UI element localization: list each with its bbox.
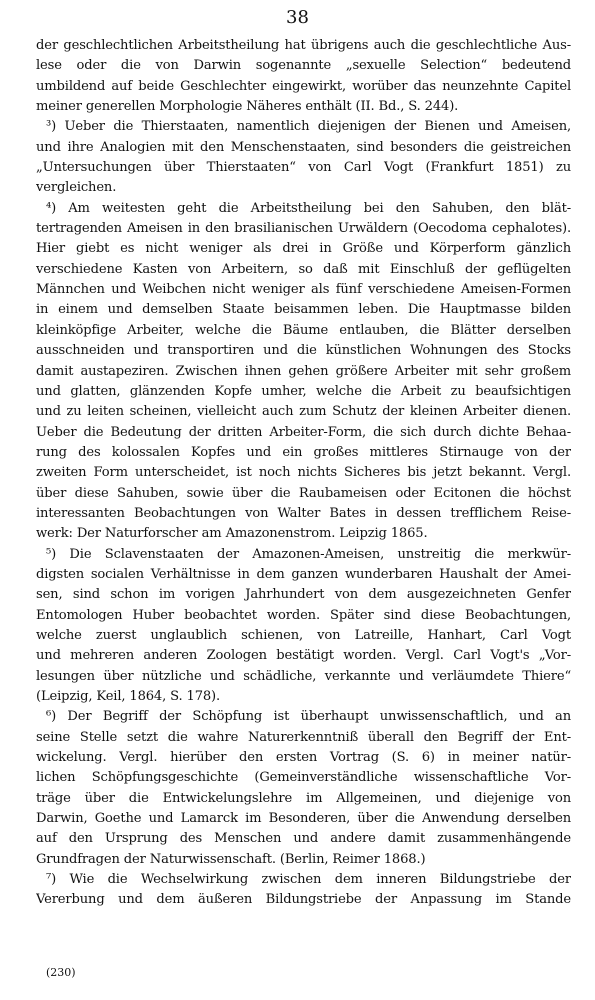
text-line: und ihre Analogien mit den Menschenstaaten, sind besonders die geistreichen <box>36 139 571 155</box>
text-line: kleinköpfige Arbeiter, welche die Bäume entlauben, die Blätter derselben <box>36 322 571 338</box>
text-line: lese oder die von Darwin sogenannte „sexuelle Selection“ bedeutend <box>36 58 571 74</box>
text-line: zweiten Form unterscheidet, ist noch nichts Sicheres bis jetzt bekannt. Vergl. <box>36 465 571 481</box>
text-line: in einem und demselben Staate beisammen leben. Die Hauptmasse bilden <box>36 302 571 318</box>
text-line: vergleichen. <box>36 180 117 196</box>
text-line: der geschlechtlichen Arbeitstheilung hat übrigens auch die geschlechtliche Aus- <box>36 38 571 53</box>
footnote-4-line: ⁴) Am weitesten geht die Arbeitstheilung bei den Sahuben, den blät- <box>46 200 571 216</box>
footnote-3-line: ³) Ueber die Thierstaaten, namentlich diejenigen der Bienen und Ameisen, <box>46 119 571 135</box>
text-line: lichen Schöpfungsgeschichte (Gemeinverständliche wissenschaftliche Vor- <box>36 770 571 786</box>
text-line: sen, sind schon im vorigen Jahrhundert von dem ausgezeichneten Genfer <box>36 587 571 603</box>
text-line: Grundfragen der Naturwissenschaft. (Berlin, Reimer 1868.) <box>36 851 426 867</box>
text-line: und glatten, glänzenden Kopfe umher, welche die Arbeit zu beaufsichtigen <box>36 383 571 399</box>
text-line: Vererbung und dem äußeren Bildungstriebe der Anpassung im Stande <box>36 892 571 908</box>
text-line: verschiedene Kasten von Arbeitern, so daß mit Einschluß der geflügelten <box>36 261 571 277</box>
text-line: umbildend auf beide Geschlechter eingewirkt, worüber das neunzehnte Capitel <box>36 78 571 94</box>
text-line: und zu leiten scheinen, vielleicht auch zum Schutz der kleinen Arbeiter dienen. <box>36 404 571 420</box>
text-line: damit austapeziren. Zwischen ihnen gehen größere Arbeiter mit sehr großem <box>36 363 571 379</box>
text-line: meiner generellen Morphologie Näheres enthält (II. Bd., S. 244). <box>36 99 459 115</box>
signature-mark: (230) <box>46 966 76 979</box>
text-line: Hier giebt es nicht weniger als drei in Größe und Körperform gänzlich <box>36 241 571 257</box>
footnotes-block <box>36 36 571 911</box>
text-line: und mehreren anderen Zoologen bestätigt worden. Vergl. Carl Vogt's „Vor- <box>36 648 571 664</box>
footnote-7-line: ⁷) Wie die Wechselwirkung zwischen dem inneren Bildungstriebe der <box>46 872 571 888</box>
text-line: digsten socialen Verhältnisse in dem ganzen wunderbaren Haushalt der Amei- <box>36 566 571 582</box>
text-line: über diese Sahuben, sowie über die Raubameisen oder Ecitonen die höchst <box>36 485 571 501</box>
text-line: werk: Der Naturforscher am Amazonenstrom. Leipzig 1865. <box>36 526 428 542</box>
text-line: auf den Ursprung des Menschen und andere damit zusammenhängende <box>36 831 571 847</box>
page-number: 38 <box>286 7 309 28</box>
text-line: interessanten Beobachtungen von Walter Bates in dessen trefflichem Reise- <box>36 505 571 521</box>
text-line: träge über die Entwickelungslehre im Allgemeinen, und diejenige von <box>36 790 571 806</box>
text-line: „Untersuchungen über Thierstaaten“ von Carl Vogt (Frankfurt 1851) zu <box>36 160 571 176</box>
text-line: Entomologen Huber beobachtet worden. Später sind diese Beobachtungen, <box>36 607 571 623</box>
text-line: Ueber die Bedeutung der dritten Arbeiter-Form, die sich durch dichte Behaa- <box>36 424 571 440</box>
text-line: tertragenden Ameisen in den brasilianischen Urwäldern (Oecodoma cephalotes). <box>36 221 571 237</box>
text-line: welche zuerst unglaublich schienen, von Latreille, Hanhart, Carl Vogt <box>36 627 571 643</box>
text-line: wickelung. Vergl. hierüber den ersten Vortrag (S. 6) in meiner natür- <box>36 750 571 766</box>
footnote-6-line: ⁶) Der Begriff der Schöpfung ist überhaupt unwissenschaftlich, und an <box>46 709 571 725</box>
text-line: ausschneiden und transportiren und die künstlichen Wohnungen des Stocks <box>36 343 571 359</box>
text-line: lesungen über nützliche und schädliche, verkannte und verläumdete Thiere“ <box>36 668 571 684</box>
text-line: Darwin, Goethe und Lamarck im Besonderen, über die Anwendung derselben <box>36 811 571 827</box>
text-line: (Leipzig, Keil, 1864, S. 178). <box>36 689 221 704</box>
text-line: Männchen und Weibchen nicht weniger als fünf verschiedene Ameisen-Formen <box>36 282 571 298</box>
text-line: seine Stelle setzt die wahre Naturerkenntniß überall den Begriff der Ent- <box>36 729 571 745</box>
footnote-5-line: ⁵) Die Sclavenstaaten der Amazonen-Ameisen, unstreitig die merkwür- <box>46 546 571 562</box>
text-line: rung des kolossalen Kopfes und ein großes mittleres Stirnauge von der <box>36 444 571 460</box>
